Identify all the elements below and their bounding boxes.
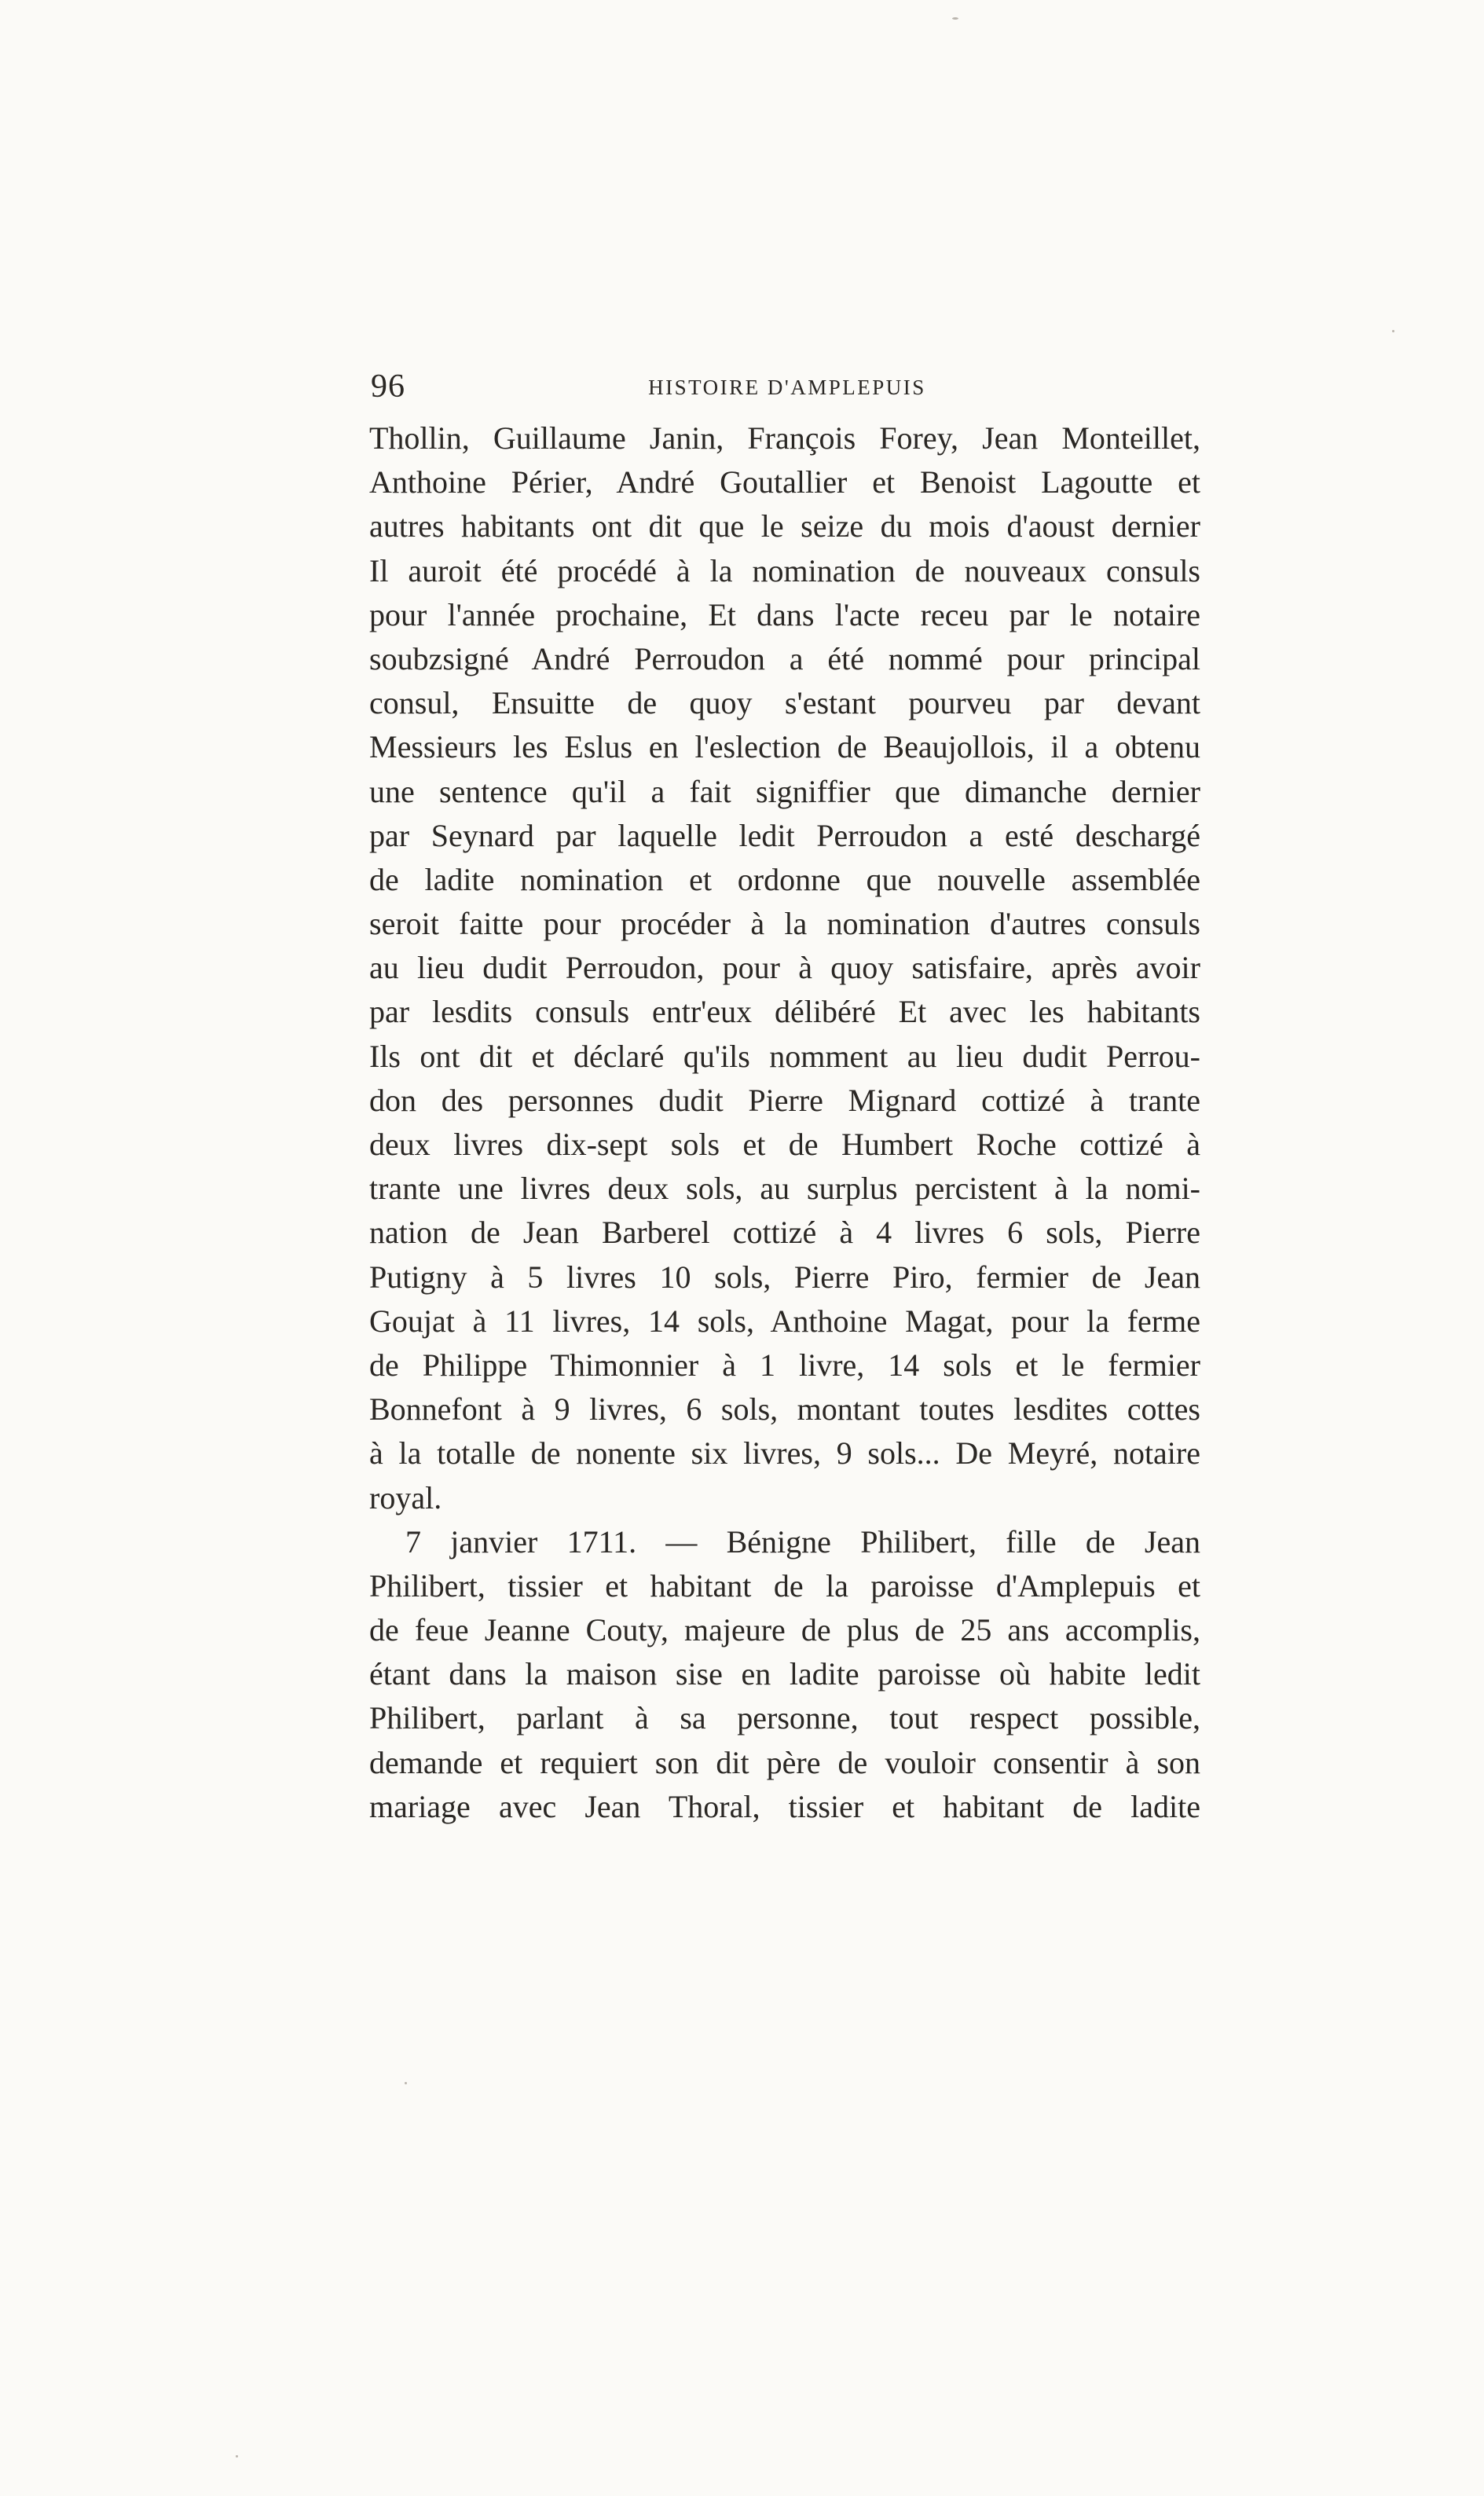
text-line: de ladite nomination et ordonne que nouvelle assemblée bbox=[369, 861, 1200, 897]
page-number: 96 bbox=[371, 368, 405, 405]
text-line: trante une livres deux sols, au surplus percistent à la nomi- bbox=[369, 1171, 1200, 1207]
text-line: de feue Jeanne Couty, majeure de plus de 25 ans accomplis, bbox=[369, 1612, 1200, 1648]
text-line: seroit faitte pour procéder à la nomination d'autres consuls bbox=[369, 906, 1200, 942]
text-line: deux livres dix-sept sols et de Humbert Roche cottizé à bbox=[369, 1127, 1200, 1162]
text-line: une sentence qu'il a fait signiffier que dimanche dernier bbox=[369, 773, 1200, 809]
running-title: HISTOIRE D'AMPLEPUIS bbox=[648, 376, 926, 399]
text-line: pour l'année prochaine, Et dans l'acte receu par le notaire bbox=[369, 596, 1200, 632]
text-line: étant dans la maison sise en ladite paroisse où habite ledit bbox=[369, 1656, 1200, 1692]
paragraph-end-line: royal. bbox=[369, 1479, 442, 1516]
body-text bbox=[369, 416, 1200, 1829]
paper-speck bbox=[405, 2082, 407, 2084]
running-head bbox=[371, 363, 1204, 410]
text-line: soubzsigné André Perroudon a été nommé pour principal bbox=[369, 640, 1200, 676]
text-line: Ils ont dit et déclaré qu'ils nomment au lieu dudit Perrou- bbox=[369, 1038, 1200, 1074]
text-line: de Philippe Thimonnier à 1 livre, 14 sols et le fermier bbox=[369, 1347, 1200, 1383]
text-line: au lieu dudit Perroudon, pour à quoy satisfaire, après avoir bbox=[369, 950, 1200, 986]
text-line: Messieurs les Eslus en l'eslection de Beaujollois, il a obtenu bbox=[369, 729, 1200, 765]
text-line: Putigny à 5 livres 10 sols, Pierre Piro, fermier de Jean bbox=[369, 1259, 1200, 1295]
text-line: autres habitants ont dit que le seize du mois d'aoust dernier bbox=[369, 508, 1200, 544]
text-line: nation de Jean Barberel cottizé à 4 livres 6 sols, Pierre bbox=[369, 1215, 1200, 1251]
text-line: Thollin, Guillaume Janin, François Forey, Jean Monteillet, bbox=[369, 420, 1200, 456]
text-line: à la totalle de nonente six livres, 9 sols... De Meyré, notaire bbox=[369, 1435, 1200, 1472]
text-line: demande et requiert son dit père de vouloir consentir à son bbox=[369, 1744, 1200, 1780]
text-line: par lesdits consuls entr'eux délibéré Et avec les habitants bbox=[369, 994, 1200, 1030]
text-line: Il auroit été procédé à la nomination de nouveaux consuls bbox=[369, 552, 1200, 588]
text-line: Goujat à 11 livres, 14 sols, Anthoine Magat, pour la ferme bbox=[369, 1303, 1200, 1339]
paragraph-start-line: 7 janvier 1711. — Bénigne Philibert, fille de Jean bbox=[405, 1523, 1200, 1560]
text-line: Philibert, parlant à sa personne, tout respect possible, bbox=[369, 1700, 1200, 1736]
paper-speck bbox=[1392, 330, 1394, 332]
text-line: consul, Ensuitte de quoy s'estant pourveu par devant bbox=[369, 685, 1200, 721]
text-line: par Seynard par laquelle ledit Perroudon a esté deschargé bbox=[369, 817, 1200, 853]
text-line: Philibert, tissier et habitant de la paroisse d'Amplepuis et bbox=[369, 1567, 1200, 1604]
paper-speck bbox=[236, 2455, 238, 2458]
text-line: Anthoine Périer, André Goutallier et Benoist Lagoutte et bbox=[369, 464, 1200, 500]
text-line: Bonnefont à 9 livres, 6 sols, montant toutes lesdites cottes bbox=[369, 1391, 1200, 1428]
paper-speck bbox=[952, 17, 958, 20]
text-line: don des personnes dudit Pierre Mignard cottizé à trante bbox=[369, 1082, 1200, 1118]
text-line: mariage avec Jean Thoral, tissier et habitant de ladite bbox=[369, 1788, 1200, 1824]
